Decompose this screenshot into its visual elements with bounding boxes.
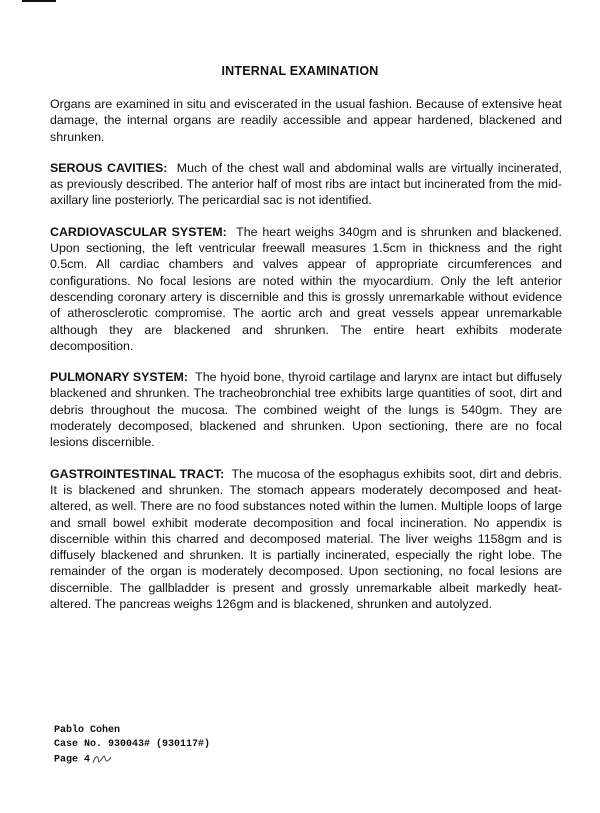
page-line: [54, 752, 210, 768]
top-edge-mark: [22, 0, 56, 2]
section-text: The hyoid bone, thyroid cartilage and larynx are intact but diffusely blackened and shrunken. The tracheobronchial tree exhibits large quantities of soot, dirt and debris throughout the mucosa. The combined weight of the lungs is 540gm. They are moderately decomposed, blackened and shrunken. Upon sectioning, there are no focal lesions discernible.: [50, 370, 562, 450]
section-text: The heart weighs 340gm and is shrunken and blackened. Upon sectioning, the left ventricular freewall measures 1.5cm in thickness and the right 0.5cm. All cardiac chambers and valves appear of appropriate circumferences and configurations. No focal lesions are noted within the myocardium. Only the left anterior descending coronary artery is discernible and this is grossly unremarkable without evidence of atherosclerotic compromise. The aortic arch and great vessels appear unremarkable although they are blackened and shrunken. The entire heart exhibits moderate decomposition.: [50, 224, 562, 353]
gastrointestinal-section: [50, 466, 562, 613]
page-number: Page 4: [54, 754, 91, 766]
section-heading: CARDIOVASCULAR SYSTEM:: [50, 224, 227, 239]
pathologist-name: Pablo Cohen: [54, 725, 121, 736]
case-number: Case No. 930043# (930117#): [54, 739, 211, 750]
section-text: Much of the chest wall and abdominal walls are virtually incinerated, as previously described. The anterior half of most ribs are intact but incinerated from the mid-axillary line posteriorly. The pericardial sac is not identified.: [50, 160, 562, 208]
cardiovascular-section: [50, 224, 562, 354]
section-heading: PULMONARY SYSTEM:: [50, 370, 188, 385]
pulmonary-section: [50, 369, 562, 450]
intro-paragraph: Organs are examined in situ and eviscerated in the usual fashion. Because of extensive heat damage, the internal organs are readily accessible and appear hardened, blackened and shrunken.: [50, 97, 562, 144]
page-title: INTERNAL EXAMINATION: [221, 64, 379, 78]
serous-cavities-section: [50, 160, 562, 209]
handwritten-initials-icon: [92, 752, 112, 766]
section-text: The mucosa of the esophagus exhibits soot, dirt and debris. It is blackened and shrunken. The stomach appears moderately decomposed and heat-altered, as well. There are no food substances noted within the lumen. Multiple loops of large and small bowel exhibit moderate decomposition and focal incineration. No appendix is discernible within this charred and decomposed material. The liver weighs 1158gm and is diffusely blackened and shrunken. It is partially incinerated, especially the right lobe. The remainder of the organ is moderately decomposed. Upon sectioning, no focal lesions are discernible. The gallbladder is present and grossly unremarkable albeit markedly heat-altered. The pancreas weighs 126gm and is blackened, shrunken and autolyzed.: [50, 466, 563, 612]
section-heading: GASTROINTESTINAL TRACT:: [50, 466, 225, 481]
section-heading: SEROUS CAVITIES:: [50, 160, 168, 175]
report-body: [50, 96, 562, 627]
document-footer: [54, 724, 210, 768]
